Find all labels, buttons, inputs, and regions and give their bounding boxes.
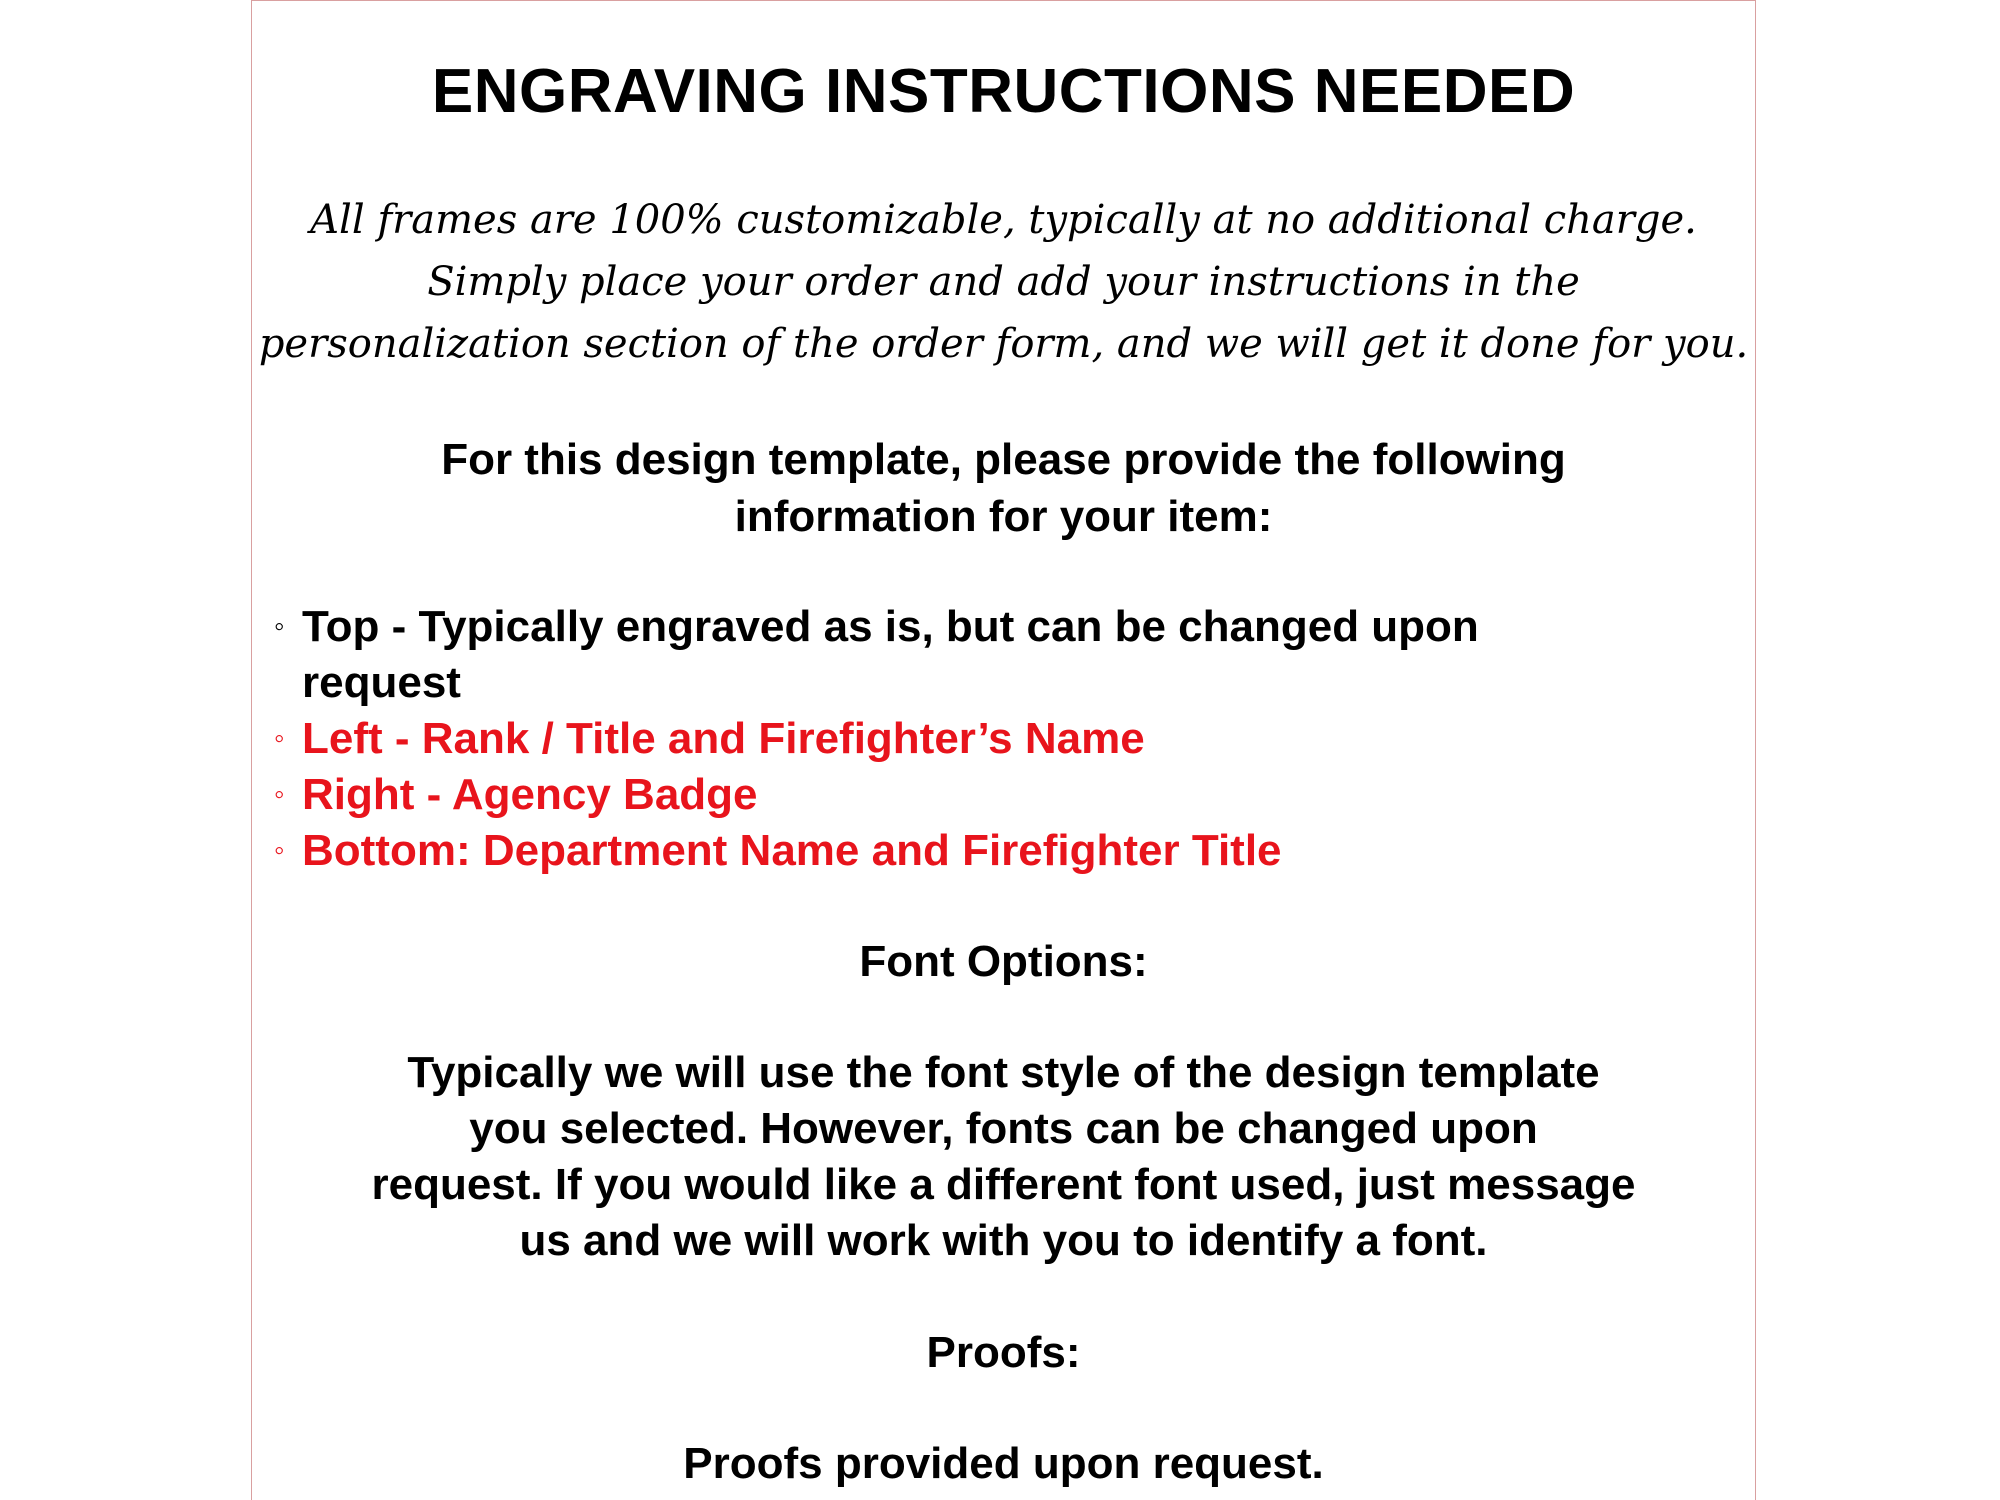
customization-note-line: Simply place your order and add your instructions in the	[427, 259, 1580, 305]
engraving-fields-list	[274, 599, 1714, 879]
font-options-text	[252, 1045, 1755, 1269]
list-item-text: Top - Typically engraved as is, but can be changed upon	[302, 602, 1479, 651]
bullet-icon: ◦	[274, 834, 285, 867]
list-item-text-continued: request	[302, 658, 461, 707]
page-title: ENGRAVING INSTRUCTIONS NEEDED	[431, 57, 1576, 126]
template-intro-line: information for your item:	[734, 492, 1273, 541]
list-item-text: Right - Agency Badge	[302, 770, 758, 819]
list-item-right	[274, 767, 1714, 823]
instruction-panel	[251, 0, 1756, 1500]
font-options-heading: Font Options:	[859, 937, 1148, 986]
list-item-left	[274, 711, 1714, 767]
font-options-line: you selected. However, fonts can be changed upon	[469, 1104, 1538, 1153]
list-item-top	[274, 599, 1714, 711]
bullet-icon: ◦	[274, 778, 285, 811]
customization-note-line: All frames are 100% customizable, typically at no additional charge.	[310, 197, 1697, 243]
customization-note	[252, 189, 1755, 375]
customization-note-line: personalization section of the order form, and we will get it done for you.	[258, 321, 1749, 367]
bullet-icon: ◦	[274, 610, 285, 643]
bullet-icon: ◦	[274, 722, 285, 755]
font-options-line: us and we will work with you to identify a font.	[519, 1216, 1488, 1265]
template-intro	[252, 431, 1755, 545]
font-options-line: Typically we will use the font style of the design template	[407, 1048, 1600, 1097]
font-options-line: request. If you would like a different font used, just message	[371, 1160, 1636, 1209]
template-intro-line: For this design template, please provide the following	[441, 435, 1566, 484]
list-item-text: Left - Rank / Title and Firefighter’s Name	[302, 714, 1145, 763]
proofs-text: Proofs provided upon request.	[683, 1439, 1324, 1488]
list-item-text: Bottom: Department Name and Firefighter Title	[302, 826, 1282, 875]
proofs-heading: Proofs:	[926, 1328, 1081, 1377]
list-item-bottom	[274, 823, 1714, 879]
